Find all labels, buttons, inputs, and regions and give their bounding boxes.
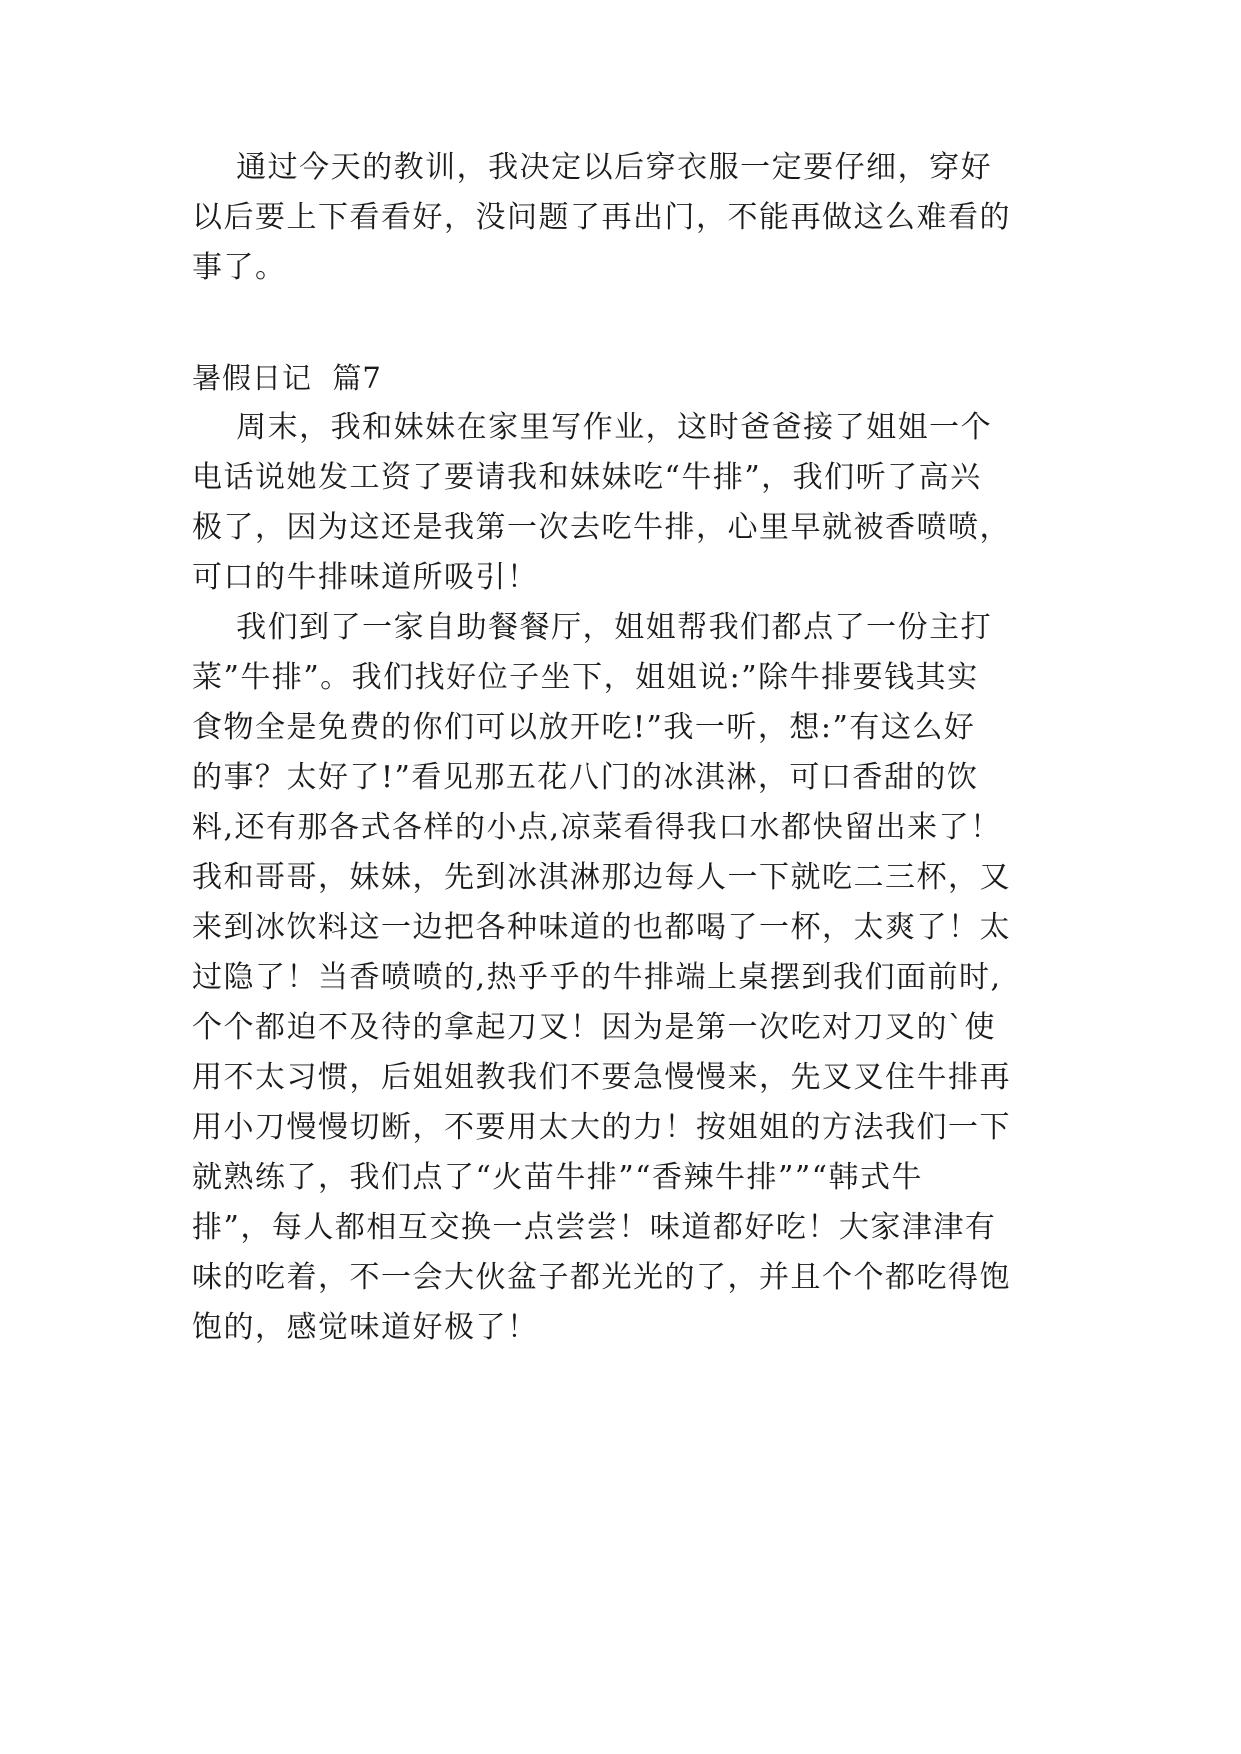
text-line: 菜”牛排”。我们找好位子坐下，姐姐说:”除牛排要钱其实: [192, 660, 979, 695]
section-title: 暑假日记 篇7: [192, 361, 382, 395]
text-line: 我们到了一家自助餐餐厅，姐姐帮我们都点了一份主打: [192, 610, 993, 645]
text-line: 可口的牛排味道所吸引！: [192, 560, 539, 595]
text-line: 味的吃着，不一会大伙盆子都光光的了，并且个个都吃得饱: [192, 1260, 1011, 1295]
text-line: 用不太习惯，后姐姐教我们不要急慢慢来，先叉叉住牛排再: [192, 1060, 1011, 1095]
text-line: 就熟练了，我们点了“火苗牛排”“香辣牛排””“韩式牛: [192, 1160, 924, 1195]
text-line: 过隐了！当香喷喷的,热乎乎的牛排端上桌摆到我们面前时,: [192, 960, 1002, 995]
text-line: 极了，因为这还是我第一次去吃牛排，心里早就被香喷喷，: [192, 510, 1011, 545]
text-line: 食物全是免费的你们可以放开吃!”我一听，想:”有这么好: [192, 710, 976, 745]
text-line: 事了。: [192, 250, 287, 285]
text-line: 我和哥哥，妹妹，先到冰淇淋那边每人一下就吃二三杯，又: [192, 860, 1011, 895]
text-line: 用小刀慢慢切断，不要用太大的力！按姐姐的方法我们一下: [192, 1110, 1011, 1145]
text-line: 电话说她发工资了要请我和妹妹吃“牛排”，我们听了高兴: [192, 460, 982, 495]
text-line: 以后要上下看看好，没问题了再出门，不能再做这么难看的: [192, 200, 1011, 235]
text-line: 来到冰饮料这一边把各种味道的也都喝了一杯，太爽了！太: [192, 910, 1011, 945]
text-line: 通过今天的教训，我决定以后穿衣服一定要仔细，穿好: [192, 150, 993, 185]
text-line: 排”，每人都相互交换一点尝尝！味道都好吃！大家津津有: [192, 1210, 997, 1245]
text-line: 的事？太好了!”看见那五花八门的冰淇淋，可口香甜的饮: [192, 760, 979, 795]
text-line: 个个都迫不及待的拿起刀叉！因为是第一次吃对刀叉的`使: [192, 1010, 996, 1045]
text-line: 饱的，感觉味道好极了！: [192, 1310, 539, 1345]
text-line: 周末，我和妹妹在家里写作业，这时爸爸接了姐姐一个: [192, 410, 993, 445]
text-line: 料,还有那各式各样的小点,凉菜看得我口水都快留出来了！: [192, 810, 1002, 845]
